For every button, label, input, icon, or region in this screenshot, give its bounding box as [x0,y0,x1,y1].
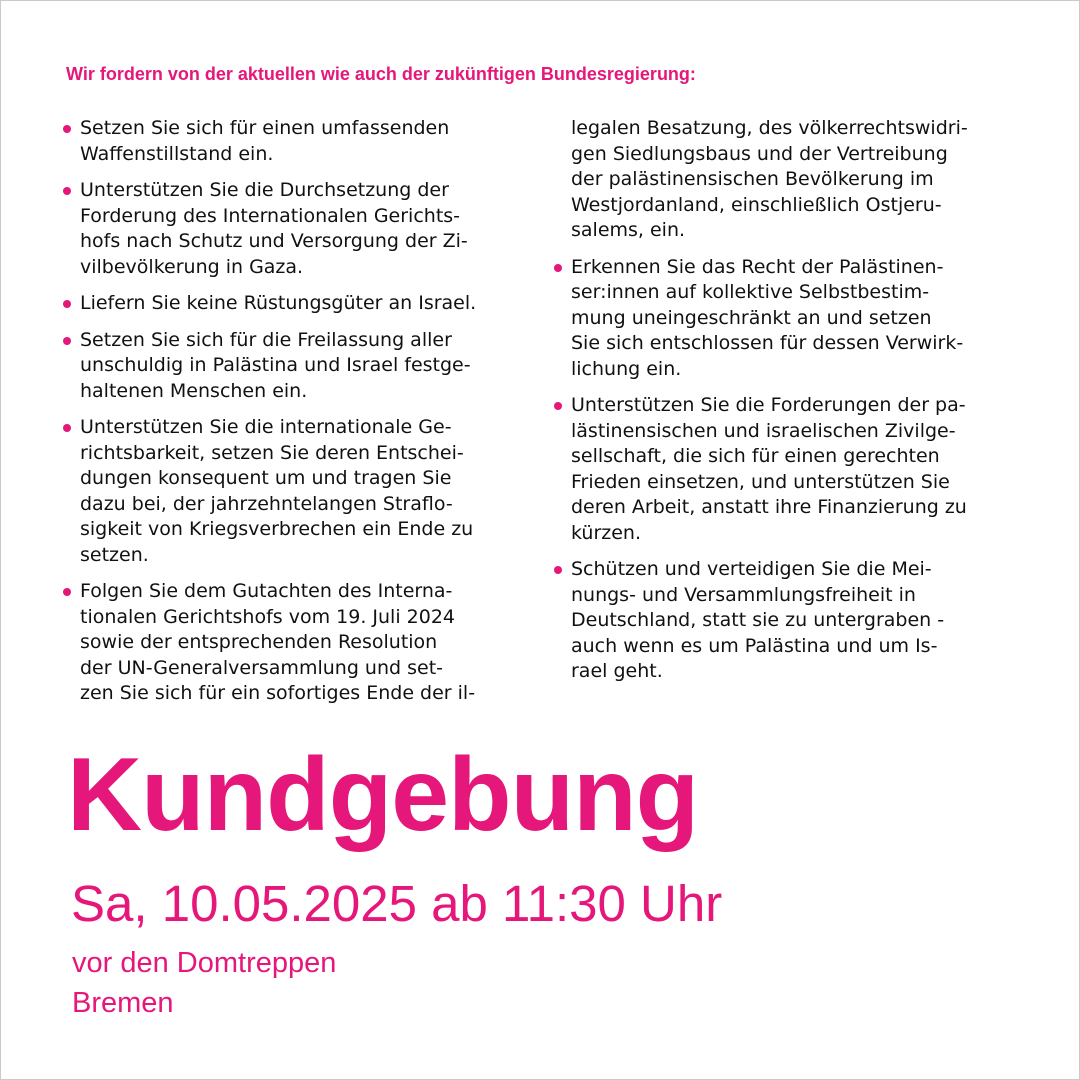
demand-line: lästinensischen und israelischen Zivilge- [571,419,956,442]
demand-line: Setzen Sie sich für die Freilassung aller [80,328,452,351]
demand-line: sowie der entsprechenden Resolution [80,631,438,653]
event-location [72,943,336,1023]
demand-line: sellschaft, die sich für einen gerechten [571,445,940,467]
bullet-icon [554,264,562,272]
demand-item [554,255,1024,383]
demand-line: unschuldig in Palästina und Israel festge- [80,354,471,376]
demand-item [63,328,525,405]
intro-heading: Wir fordern von der aktuellen wie auch der zukünftigen Bundesregierung: [66,64,696,84]
location-city: Bremen [72,987,174,1019]
demand-item [554,557,1024,685]
demand-line: deren Arbeit, anstatt ihre Finanzierung zu [571,496,967,518]
bullet-icon [63,424,71,432]
bullet-icon [63,337,71,345]
demand-line: Deutschland, statt sie zu untergraben - [571,609,945,631]
demand-item [63,579,525,707]
demand-line: Frieden einsetzen, und unterstützen Sie [571,470,950,493]
demands-right-column [554,116,1024,696]
demand-item [63,415,525,568]
demand-line: Folgen Sie dem Gutachten des Interna- [80,580,453,602]
demand-item [63,116,525,167]
demand-line: Liefern Sie keine Rüstungsgüter an Israel. [80,292,477,314]
demand-item [63,178,525,280]
location-line: vor den Domtreppen [72,947,337,979]
demand-line: auch wenn es um Palästina und um Is- [571,634,938,657]
demand-line: nungs- und Versammlungsfreiheit in [571,583,916,606]
demand-line: Unterstützen Sie die internationale Ge- [80,416,452,438]
demand-line: sigkeit von Kriegsverbrechen ein Ende zu [80,518,474,540]
demand-line: der UN-Generalversammlung und set- [80,656,443,679]
demands-left-column [63,116,525,718]
demand-line: Unterstützen Sie die Forderungen der pa- [571,394,966,416]
bullet-icon [554,566,562,574]
demand-line: Setzen Sie sich für einen umfassenden [80,117,450,139]
demand-line: richtsbarkeit, setzen Sie deren Entschei- [80,441,464,464]
event-headline: Kundgebung [67,737,699,853]
demand-line: dungen konsequent um und tragen Sie [80,467,452,489]
demand-line: vilbevölkerung in Gaza. [80,255,304,278]
demand-line: tionalen Gerichtshofs vom 19. Juli 2024 [80,605,455,628]
demand-line: Forderung des Internationalen Gerichts- [80,204,461,227]
demand-line: gen Siedlungsbaus und der Vertreibung [571,142,948,165]
demand-line: Schützen und verteidigen Sie die Mei- [571,558,932,580]
demand-line: Unterstützen Sie die Durchsetzung der [80,179,449,201]
bullet-icon [63,588,71,596]
demand-line: setzen. [80,543,149,566]
demand-line: legalen Besatzung, des völkerrechtswidri- [571,117,968,139]
demand-line: der palästinensischen Bevölkerung im [571,168,934,190]
demand-line: salems, ein. [571,219,686,241]
demand-item-continuation [554,116,1024,244]
bullet-icon [63,300,71,308]
demand-line: Erkennen Sie das Recht der Palästinen- [571,255,944,278]
demand-line: rael geht. [571,660,663,682]
demand-line: Sie sich entschlossen für dessen Verwirk- [571,332,964,354]
demand-line: kürzen. [571,521,642,544]
demand-item [63,291,525,317]
demand-line: dazu bei, der jahrzehntelangen Straflo- [80,492,453,515]
demand-line: hofs nach Schutz und Versorgung der Zi- [80,230,468,252]
demand-line: lichung ein. [571,357,682,380]
bullet-icon [554,402,562,410]
demand-item [554,393,1024,546]
demand-line: zen Sie sich für ein sofortiges Ende der il- [80,682,476,704]
demand-line: ser:innen auf kollektive Selbstbestim- [571,281,930,303]
event-date: Sa, 10.05.2025 ab 11:30 Uhr [71,875,723,932]
demand-line: mung uneingeschränkt an und setzen [571,306,932,329]
bullet-icon [63,187,71,195]
demand-line: haltenen Menschen ein. [80,379,308,402]
demand-line: Waffenstillstand ein. [80,142,274,165]
demand-line: Westjordanland, einschließlich Ostjeru- [571,193,942,216]
bullet-icon [63,125,71,133]
